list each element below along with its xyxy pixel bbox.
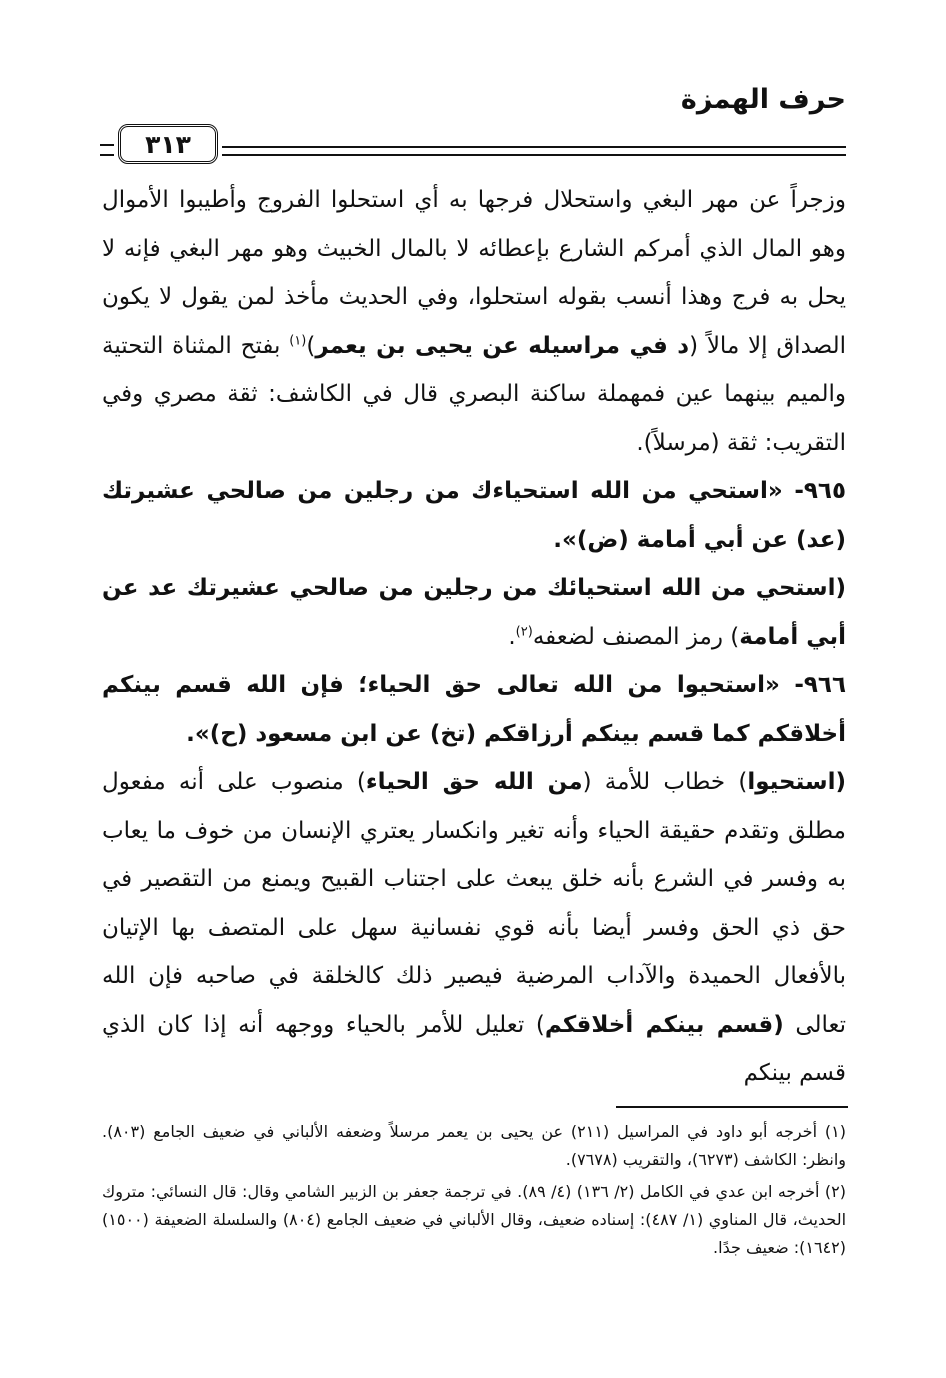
paragraph-commentary-966 [102,758,846,1098]
text-run: ) تعليل للأمر بالحياء ووجهه أنه إذا كان الذي قسم بينكم [102,1011,846,1086]
quoted-phrase: (قسم بينكم أخلاقكم [544,1011,784,1038]
paragraph-commentary-965 [102,564,846,661]
text-run: ) خطاب للأمة ( [582,769,748,795]
main-text [102,176,846,1098]
text-run: ) [306,332,316,359]
paragraph-commentary-964 [102,176,846,467]
page-header [100,84,846,174]
text-run: ) رمز المصنف لضعفه [532,623,740,650]
text-run: . [508,623,516,650]
rule-end-mark [100,144,114,156]
footnote-ref-2: (٢) [515,623,533,639]
source-citation: د في مراسيله عن يحيى بن يعمر [315,332,690,359]
footnote-2: (٢) أخرجه ابن عدي في الكامل (٢/ ١٣٦) (٤/ ٨٩). في ترجمة جعفر بن الزبير الشامي وقال: قال النسائي: متروك الحديث، قال المناوي (١/ ٤٨٧): إسناده ضعيف، وقال الألباني في ضعيف الجامع (٨٠٤) والسلسلة الضعيفة (١٥٠٠) (١٦٤٢): ضعيف جدًا. [102,1182,847,1257]
footnotes [102,1118,846,1266]
text-run: وزجراً عن مهر البغي واستحلال فرجها به أي استحلوا الفروج وأطيبوا الأموال وهو المال الذي أمركم الشارع بإعطائه لا بالمال الخبيث وهو مهر البغي فإنه لا يحل به فرج وهذا أنسب بقوله استحلوا، وفي الحديث مأخذ لمن يقول لا يكون الصداق إلا مالاً ( [102,187,846,359]
text-run: ) منصوب على أنه مفعول مطلق وتقدم حقيقة الحياء وأنه تغير وانكسار يعتري الإنسان من خوف ما يعاب به وفسر في الشرع بأنه خلق يبعث على اجتناب القبيح ويمنع من التقصير في حق ذي الحق وفسر أيضا بأنه قوي نفسانية سهل على المتصف بها الإتيان بالأفعال الحميدة والآداب المرضية فيصير ذلك كالخلقة في صاحبه فإن الله تعالى [102,769,847,1038]
section-title: حرف الهمزة [680,84,846,115]
footnote-separator [616,1106,848,1108]
hadith-965: ٩٦٥- «استحي من الله استحياءك من رجلين من صالحي عشيرتك (عد) عن أبي أمامة (ض)». [102,478,846,553]
footnote-1: (١) أخرجه أبو داود في المراسيل (٢١١) عن يحيى بن يعمر مرسلاً وضعفه الألباني في ضعيف الجامع (٨٠٣). وانظر: الكاشف (٦٢٧٣)، والتقريب (٧٦٧٨). [102,1122,846,1169]
footnote-ref-1: (١) [289,332,307,348]
text-run: بفتح المثناة التحتية والميم بينهما عين فمهملة ساكنة البصري قال في الكاشف: ثقة مصري وفي التقريب: ثقة (مرسلاً). [102,332,846,456]
quoted-word: (استحيوا [747,769,846,795]
quoted-hadith: (استحي من الله استحيائك من رجلين من صالحي عشيرتك عد عن أبي أمامة [102,575,846,650]
header-rule [100,124,846,168]
quoted-phrase: من الله حق الحياء [365,769,583,795]
page-number-frame [118,124,218,164]
hadith-966: ٩٦٦- «استحيوا من الله تعالى حق الحياء؛ فإن الله قسم بينكم أخلاقكم كما قسم بينكم أرزاقكم (تخ) عن ابن مسعود (ح)». [102,672,846,747]
double-rule-line [222,146,846,156]
page-number: ٣١٣ [145,129,191,159]
